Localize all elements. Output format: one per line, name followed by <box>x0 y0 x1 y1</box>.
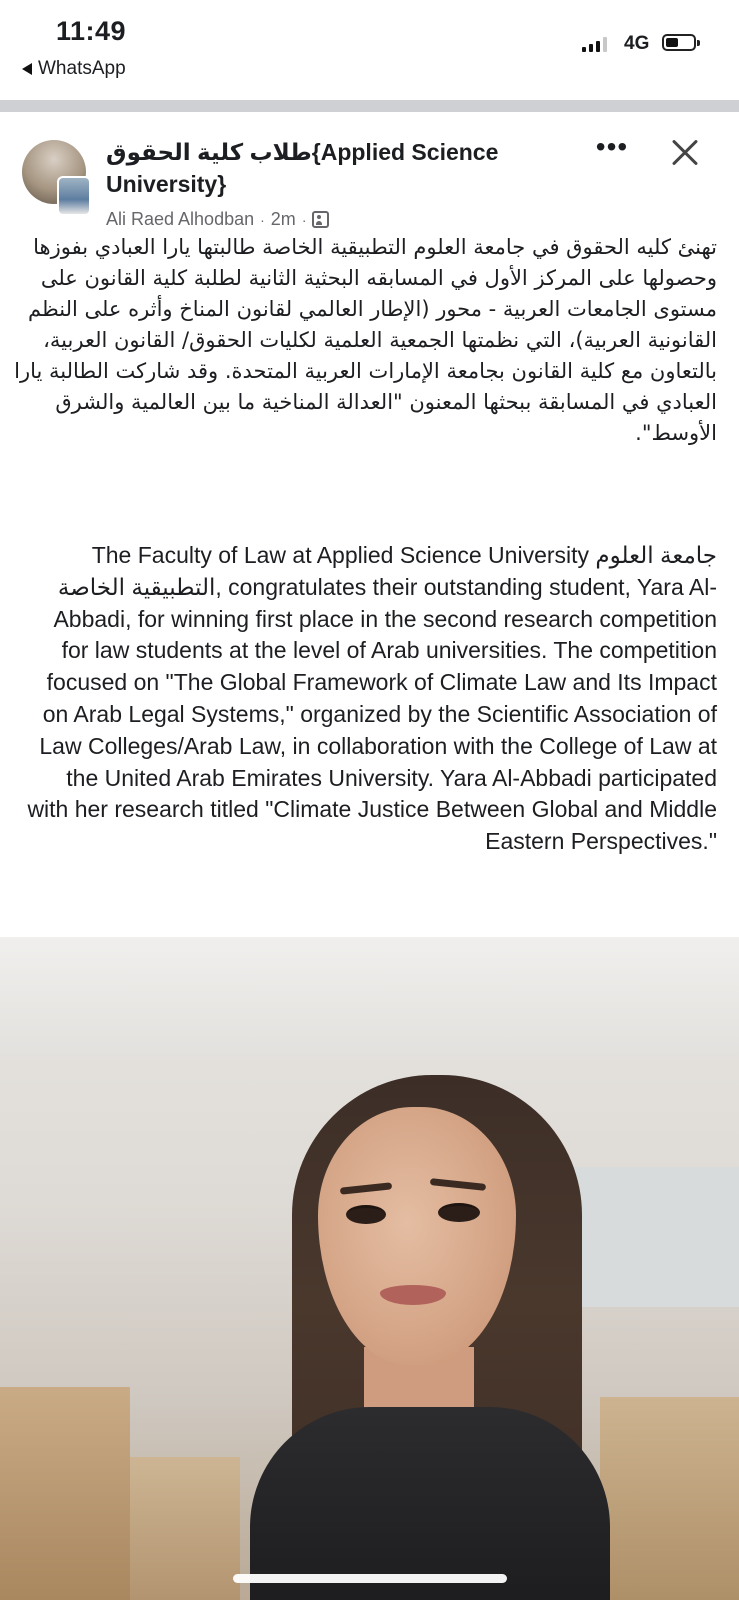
home-indicator[interactable] <box>233 1574 507 1583</box>
status-bar <box>0 0 739 92</box>
top-divider <box>0 100 739 112</box>
signal-icon <box>582 36 607 52</box>
back-to-app-link[interactable] <box>22 58 126 80</box>
meta-separator-2: · <box>301 211 307 228</box>
post-text-arabic: تهنئ كليه الحقوق في جامعة العلوم التطبيقية الخاصة طالبتها يارا العبادي بفوزها وحصولها على المركز الأول في المسابقه البحثية الثانية لطلبة كلية القانون على مستوى الجامعات العربية - محور (الإطار العالمي لقانون المناخ وأثره على النظم القانونية العربية)، التي نظمتها الجمعية العلمية لكليات الحقوق/ القانون العربية، بالتعاون مع كلية القانون بجامعة الإمارات العربية المتحدة. وقد شاركت الطالبة يارا العبادي في المسابقة ببحثها المعنون "العدالة المناخية ما بين العالمية والشرق الأوسط". <box>14 235 717 445</box>
photo-shelf-left-2 <box>130 1457 240 1600</box>
back-app-label: WhatsApp <box>38 58 126 79</box>
group-audience-icon <box>312 211 329 228</box>
photo-ceiling <box>0 937 739 1057</box>
battery-icon <box>662 34 696 51</box>
photo-shelf-left <box>0 1387 130 1600</box>
author-name[interactable]: Ali Raed Alhodban <box>106 209 255 229</box>
photo-window <box>555 1167 739 1307</box>
meta-separator: · <box>260 211 265 228</box>
photo-shelf-right <box>600 1397 739 1600</box>
group-name-link[interactable]: طلاب كلية الحقوق{Applied Science University} <box>106 139 499 197</box>
photo-eye-left <box>346 1205 386 1224</box>
post-text-english: The Faculty of Law at Applied Science University جامعة العلوم التطبيقية الخاصة, congratulates their outstanding student, Yara Al-Abbadi, for winning first place in the second research competition for law students at the level of Arab universities. The competition focused on "The Global Framework of Climate Law and Its Impact on Arab Legal Systems," organized by the Scientific Association of Law Colleges/Arab Law, in collaboration with the College of Law at the United Arab Emirates University. Yara Al-Abbadi participated with her research titled "Climate Justice Between Global and Middle Eastern Perspectives." <box>27 542 717 855</box>
photo-dress <box>250 1407 610 1600</box>
author-avatar[interactable] <box>57 176 91 216</box>
status-time: 11:49 <box>56 16 127 46</box>
post-photo[interactable] <box>0 937 739 1600</box>
post-time[interactable]: 2m <box>270 209 296 229</box>
close-icon[interactable] <box>664 132 706 174</box>
back-arrow-icon <box>22 63 32 75</box>
post-meta <box>106 209 329 230</box>
battery-cap <box>697 40 700 46</box>
network-type: 4G <box>624 33 650 54</box>
more-options-icon[interactable]: ••• <box>595 131 629 162</box>
photo-eye-right <box>438 1203 480 1222</box>
